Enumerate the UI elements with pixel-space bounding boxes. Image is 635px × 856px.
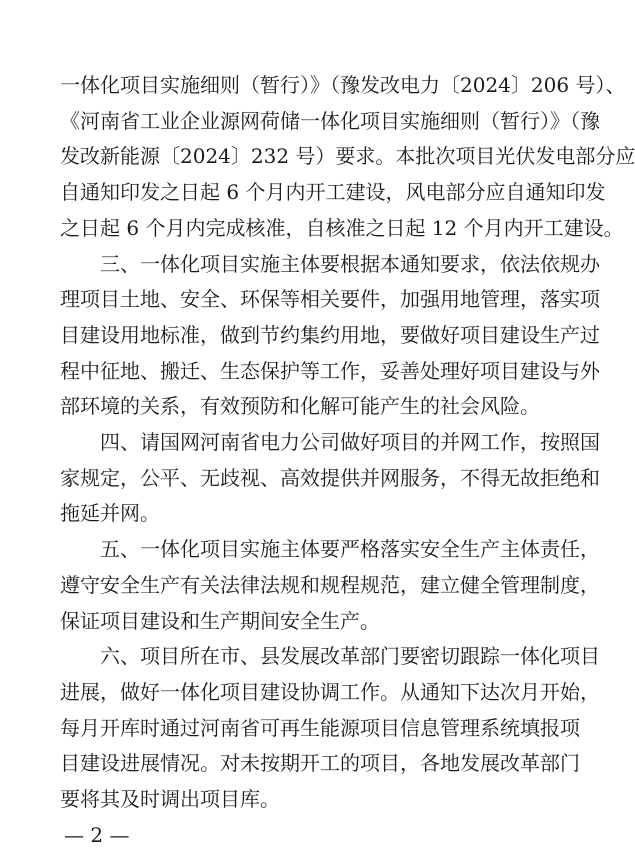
text-line: 之日起 6 个月内完成核准，自核准之日起 12 个月内开工建设。 — [60, 216, 624, 240]
paragraph-start-line: 四、请国网河南省电力公司做好项目的并网工作，按照国 — [100, 430, 600, 454]
text-line: 遵守安全生产有关法律法规和规程规范，建立健全管理制度， — [60, 573, 600, 597]
text-line: 进展，做好一体化项目建设协调工作。从通知下达次月开始， — [60, 680, 600, 704]
text-line: 拖延并网。 — [60, 501, 160, 525]
paragraph-start-line: 三、一体化项目实施主体要根据本通知要求，依法依规办 — [100, 252, 600, 276]
text-line: 自通知印发之日起 6 个月内开工建设，风电部分应自通知印发 — [60, 180, 606, 204]
text-line: 目建设用地标准，做到节约集约用地，要做好项目建设生产过 — [60, 323, 600, 347]
text-line: 每月开库时通过河南省可再生能源项目信息管理系统填报项 — [60, 716, 580, 740]
text-line: 家规定，公平、无歧视、高效提供并网服务，不得无故拒绝和 — [60, 466, 600, 490]
text-line: 要将其及时调出项目库。 — [60, 787, 280, 811]
paragraph-start-line: 五、一体化项目实施主体要严格落实安全生产主体责任， — [100, 537, 600, 561]
page-number: — 2 — — [64, 823, 130, 847]
text-line: 一体化项目实施细则（暂行）》（豫发改电力〔2024〕206 号）、 — [60, 73, 626, 97]
text-line: 部环境的关系，有效预防和化解可能产生的社会风险。 — [60, 394, 540, 418]
text-line: 目建设进展情况。对未按期开工的项目，各地发展改革部门 — [60, 751, 580, 775]
text-line: 程中征地、搬迁、生态保护等工作，妥善处理好项目建设与外 — [60, 359, 600, 383]
text-line: 发改新能源〔2024〕232 号）要求。本批次项目光伏发电部分应 — [60, 144, 635, 168]
text-line: 《河南省工业企业源网荷储一体化项目实施细则（暂行）》（豫 — [60, 109, 600, 133]
text-line: 理项目土地、安全、环保等相关要件，加强用地管理，落实项 — [60, 287, 600, 311]
text-line: 保证项目建设和生产期间安全生产。 — [60, 609, 380, 633]
paragraph-start-line: 六、项目所在市、县发展改革部门要密切跟踪一体化项目 — [100, 644, 600, 668]
